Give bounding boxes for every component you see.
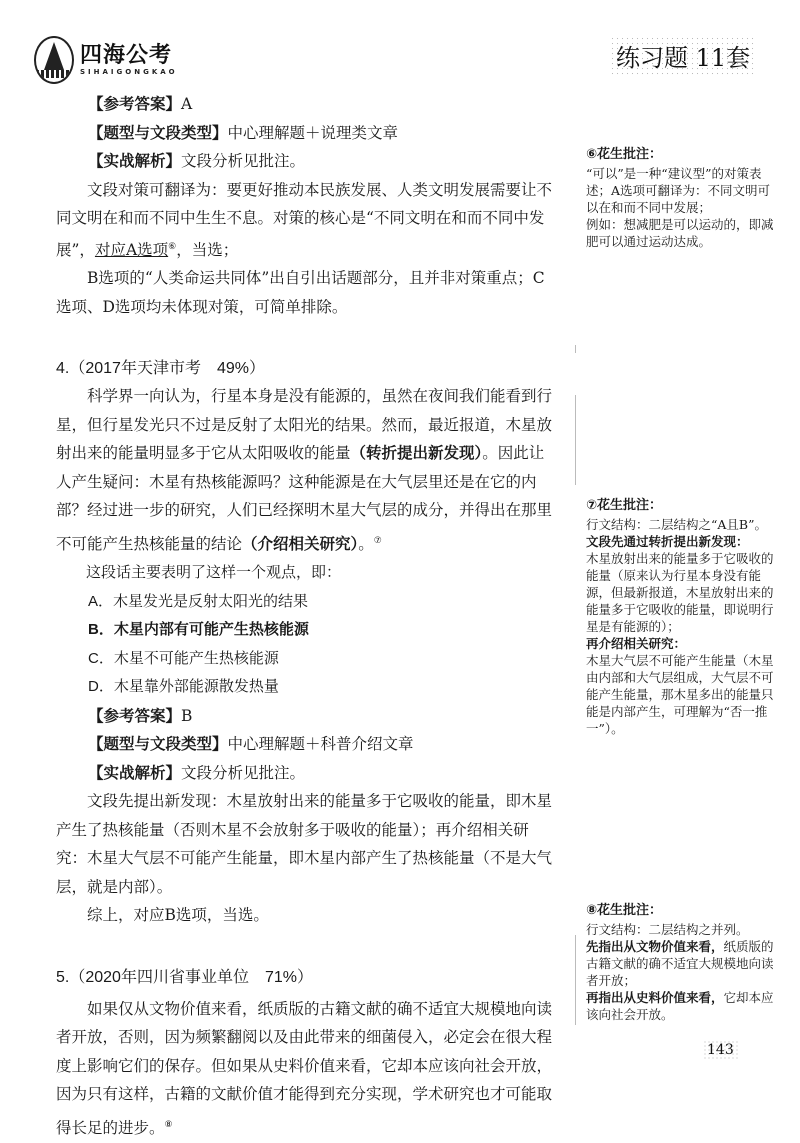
note-title: ⑥花生批注： <box>586 147 663 162</box>
analysis-paragraph: 文段先提出新发现：木星放射出来的能量多于它吸收的能量，即木星产生了热核能量（否则木星不会放射多于吸收的能量）；再介绍相关研究：木星大气层不可能产生能量，即木星内部产生了热核能量（不是大气层，就是内部）。 <box>56 792 553 896</box>
passage-annotation: （介绍相关研究） <box>242 535 359 553</box>
logo-chinese-text: 四海公考 <box>80 42 173 68</box>
type-line <box>56 730 556 759</box>
answer-value: A <box>181 95 193 113</box>
analysis-text: ，当选； <box>176 240 239 259</box>
note-text: 行文结构：二层结构之“A且B”。 <box>586 517 767 532</box>
analysis-paragraph <box>56 176 556 265</box>
underlined-answer: 对应A选项 <box>94 240 169 259</box>
answer-label: 【参考答案】 <box>88 94 182 113</box>
side-note-7 <box>586 497 782 737</box>
question-stem: 这段话主要表明了这样一个观点，即： <box>86 564 342 582</box>
note-text <box>586 938 782 989</box>
logo-english-text: SIHAIGONGKAO <box>80 67 178 76</box>
note-text: 纸质版的古籍文献的确不适宜大规模地向读者开放； <box>586 939 774 988</box>
answer-value: B <box>181 706 193 725</box>
note-text <box>586 989 782 1023</box>
question-heading: 4.（2017年天津市考 49%） <box>56 360 265 378</box>
answer-label: 【参考答案】 <box>88 705 182 725</box>
question-passage <box>56 383 556 559</box>
question-4 <box>56 355 556 930</box>
question-3-solution <box>56 90 556 321</box>
analysis-line <box>56 147 556 176</box>
type-line <box>56 119 556 148</box>
note-text: 例如：想减肥是可以运动的，即减肥可以通过运动达成。 <box>586 217 774 249</box>
footnote-marker: ⑦ <box>373 534 382 545</box>
passage-text: 科学界一向认为，行星本身是没有能源的，虽然在夜间我们能看到行星，但行星发光只不过是反射了太阳光的结果。然而，最近报道，木星放射出来的能量明显多于它从太阳吸收的能量 <box>56 388 553 463</box>
analysis-value: 文段分析见批注。 <box>181 763 306 782</box>
footnote-marker: ⑥ <box>168 241 177 252</box>
type-value: 中心理解题＋说理类文章 <box>227 123 399 142</box>
note-bold-text: 再指出从史料价值来看， <box>586 990 724 1005</box>
analysis-label: 【实战解析】 <box>88 762 182 782</box>
note-bold-text: 再介绍相关研究： <box>586 636 687 651</box>
passage-annotation: （转折提出新发现） <box>350 445 483 463</box>
elimination-paragraph: B选项的“人类命运共同体”出自引出话题部分，且并非对策重点；C选项、D选项均未体现对策，可简单排除。 <box>56 269 545 316</box>
analysis-label: 【实战解析】 <box>88 151 182 170</box>
analysis-line <box>56 759 556 788</box>
note-text: 木星放射出来的能量多于它吸收的能量（原来认为行星本身没有能源，但最新报道，木星放射出来的能量多于它吸收的能量，即说明行星是有能源的）； <box>586 551 774 634</box>
option-c: C．木星不可能产生热核能源 <box>88 649 279 667</box>
type-value: 中心理解题＋科普介绍文章 <box>227 735 414 754</box>
question-passage <box>56 996 556 1143</box>
option-a: A．木星发光是反射太阳光的结果 <box>88 592 309 610</box>
page-header <box>0 0 800 80</box>
note-title: ⑦花生批注： <box>586 498 663 513</box>
scan-mark <box>575 935 576 1025</box>
sailboat-logo-icon <box>34 36 74 84</box>
conclusion-paragraph: 综上，对应B选项，当选。 <box>87 906 269 925</box>
page-number: 143 <box>703 1040 738 1060</box>
note-text: 木星大气层不可能产生能量（木星由内部和大气层组成，大气层不可能产生能量，那木星多出的能量只能是内部产生，可理解为“否一推一”）。 <box>586 653 774 736</box>
footnote-marker: ⑧ <box>164 1118 173 1129</box>
scan-mark <box>575 395 576 485</box>
analysis-value: 文段分析见批注。 <box>181 152 306 170</box>
question-5 <box>56 964 556 1143</box>
main-column <box>56 90 556 1143</box>
note-text: 它却本应该向社会开放。 <box>586 990 774 1022</box>
option-d: D．木星靠外部能源散发热量 <box>88 678 279 696</box>
scan-mark <box>575 345 576 353</box>
side-note-8 <box>586 902 782 1023</box>
answer-line <box>56 90 556 119</box>
answer-line <box>56 702 556 731</box>
note-bold-text: 文段先通过转折提出新发现： <box>586 534 749 549</box>
publisher-logo <box>34 36 178 84</box>
note-text: “可以”是一种“建议型”的对策表述；A选项可翻译为：不同文明可以在和而不同中发展； <box>586 166 771 215</box>
type-label: 【题型与文段类型】 <box>88 122 228 142</box>
analysis-text: 文段对策可翻译为：要更好推动本民族发展、人类文明发展需要让不同文明在和而不同中生生不息。对策的核心是“不同文明在和而不同中发展”， <box>56 180 553 259</box>
question-heading: 5.（2020年四川省事业单位 71%） <box>56 968 313 986</box>
option-b: B．木星内部有可能产生热核能源 <box>88 621 309 639</box>
passage-text: 。因此让人产生疑问：木星有热核能源吗？这种能源是在大气层里还是在它的内部？经过进一步的研究，人们已经探明木星大气层的成分，并得出在那里不可能产生热核能量的结论 <box>56 445 553 553</box>
side-note-6 <box>586 146 782 250</box>
passage-text: 。 <box>358 535 374 553</box>
note-bold-text: 先指出从文物价值来看， <box>586 939 724 954</box>
note-title: ⑧花生批注： <box>586 903 663 918</box>
note-text: 行文结构：二层结构之并列。 <box>586 922 749 937</box>
set-title: 练习题 11套 <box>610 36 756 75</box>
type-label: 【题型与文段类型】 <box>88 734 228 754</box>
passage-text: 如果仅从文物价值来看，纸质版的古籍文献的确不适宜大规模地向读者开放，否则，因为频繁翻阅以及由此带来的细菌侵入，必定会在很大程度上影响它们的保存。但如果从史料价值来看，它却本应该向社会开放，因为只有这样，古籍的文献价值才能得到充分实现，学术研究也才可能取得长足的进步。 <box>56 1000 553 1137</box>
